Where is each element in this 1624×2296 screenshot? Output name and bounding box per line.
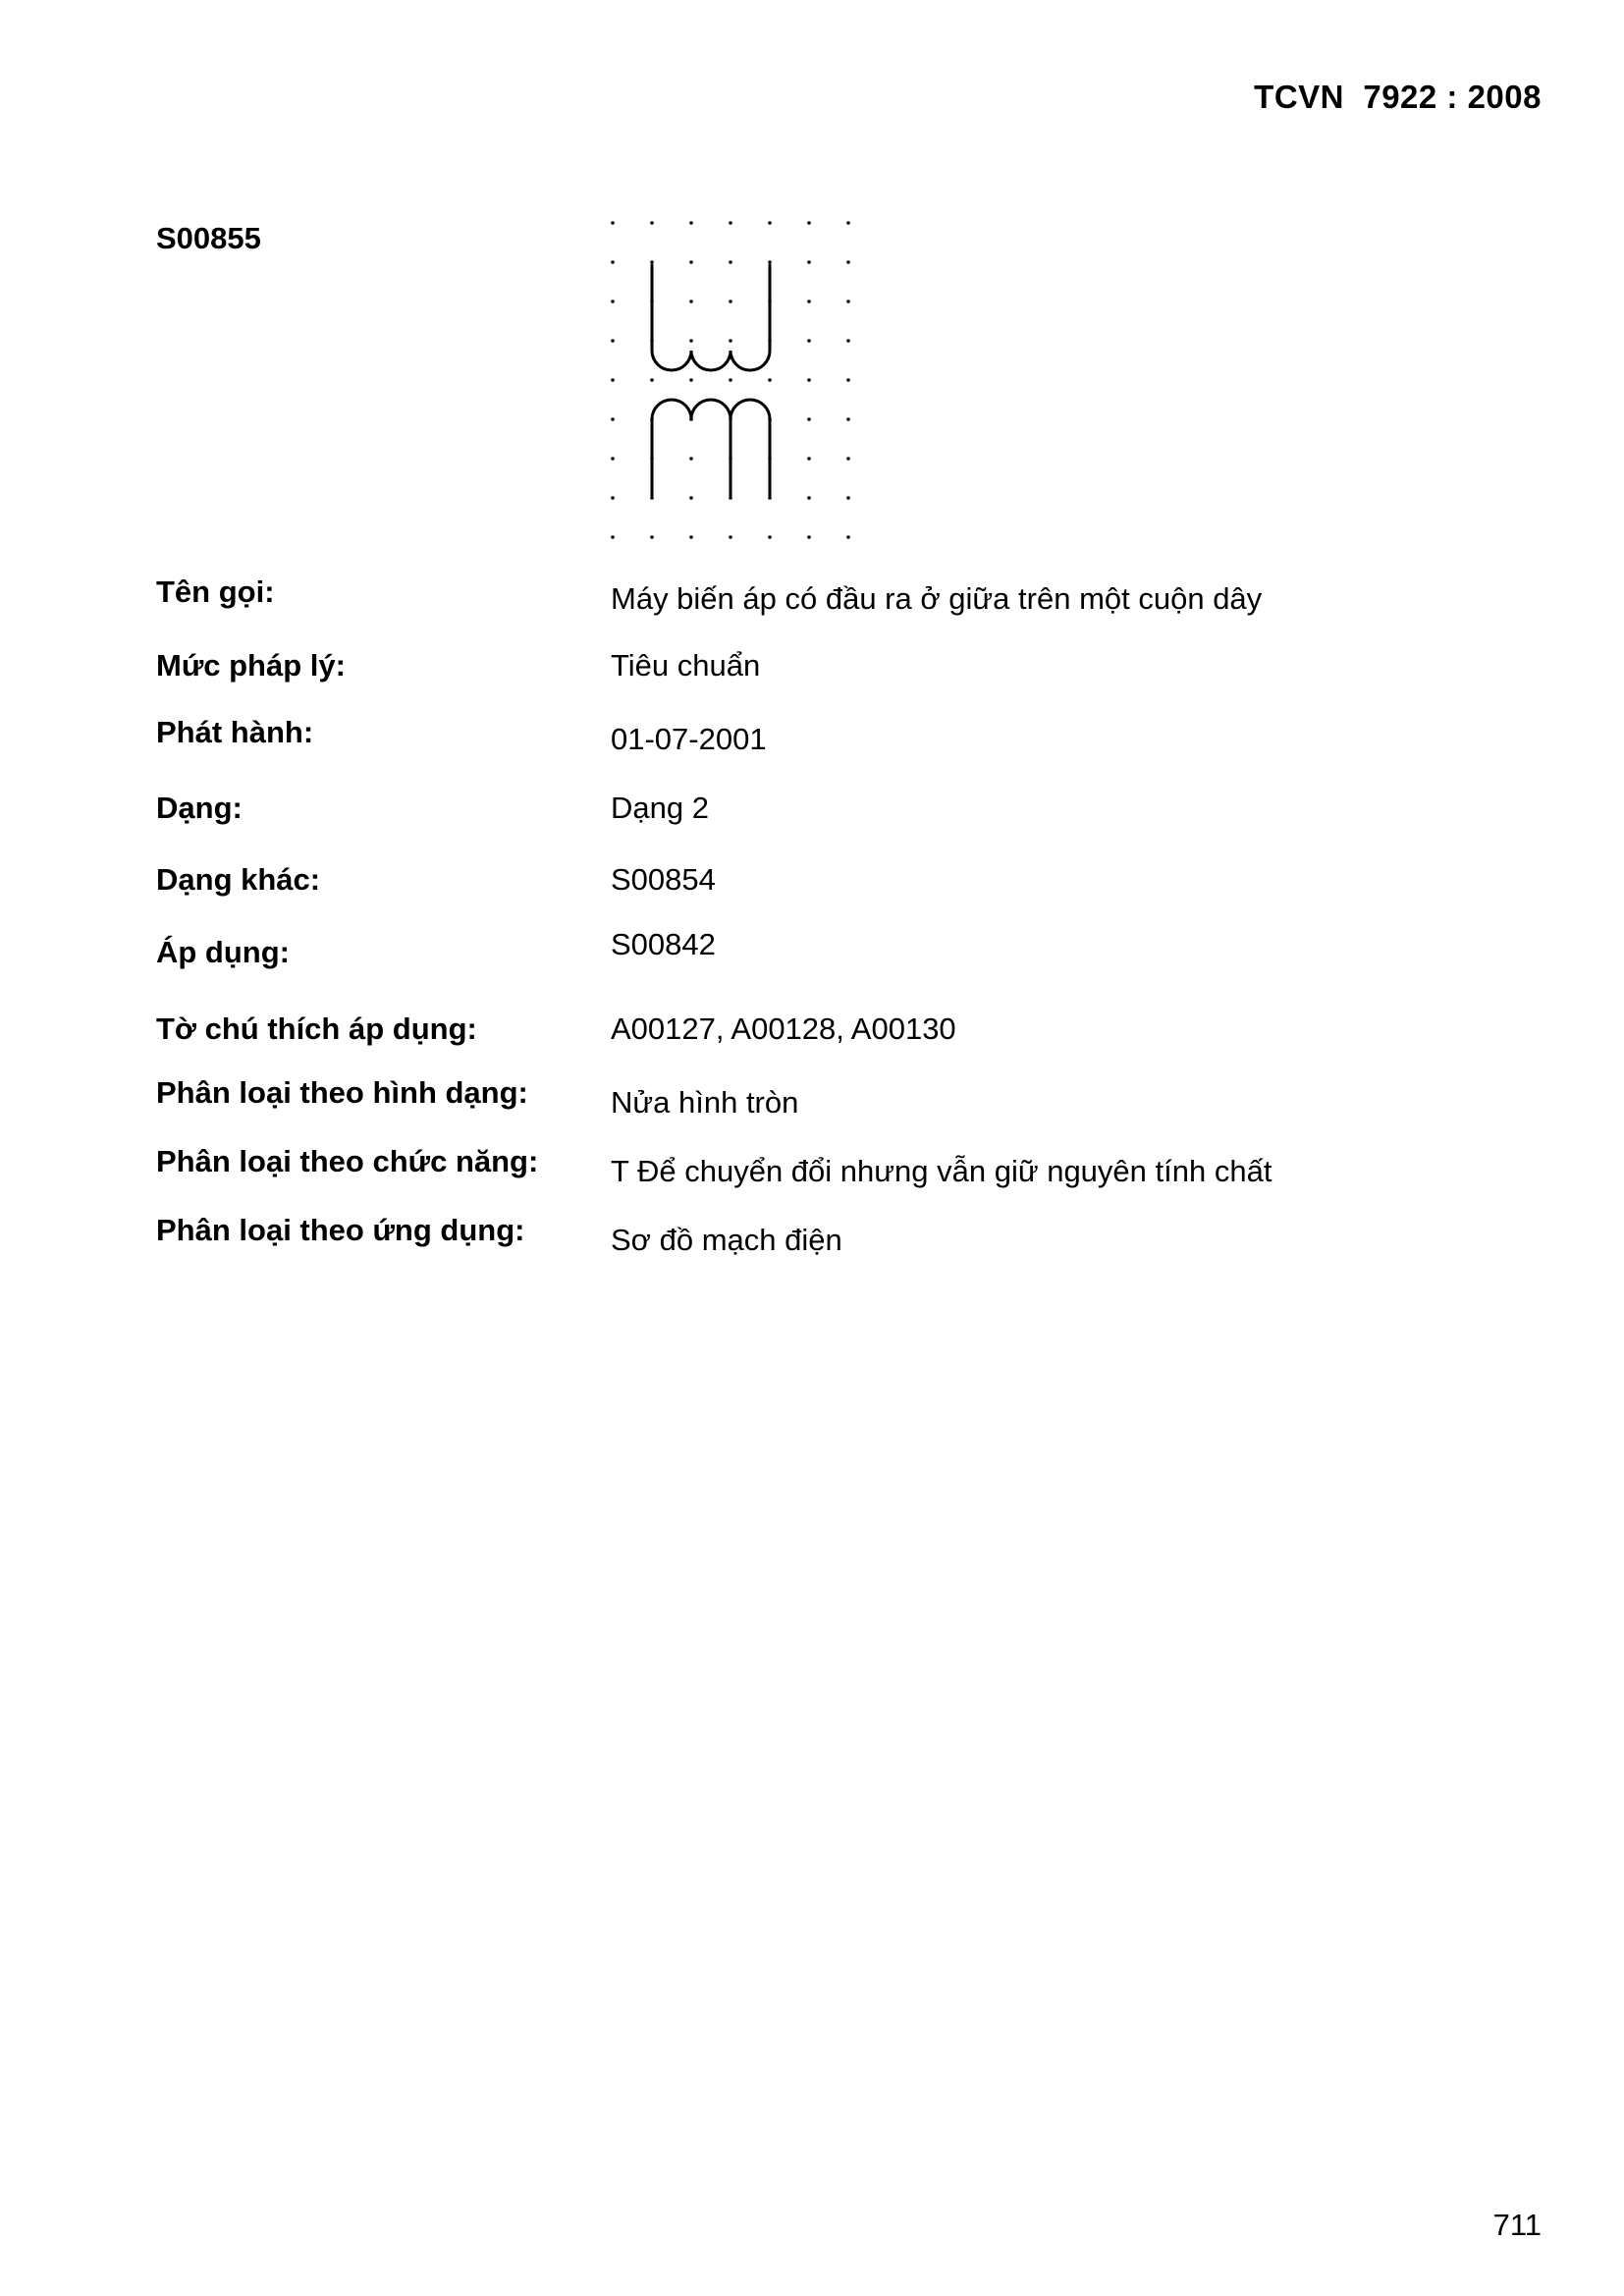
field-value: S00854: [611, 862, 716, 897]
page-header-standard-code: TCVN 7922 : 2008: [1254, 79, 1542, 115]
field-label: Phân loại theo ứng dụng:: [156, 1213, 525, 1247]
symbol-id: S00855: [156, 221, 261, 255]
field-label: Phát hành:: [156, 715, 314, 749]
field-label: Tên gọi:: [156, 574, 275, 609]
page-number: 711: [1492, 2208, 1542, 2242]
transformer-symbol-icon: [601, 211, 866, 550]
field-value: Sơ đồ mạch điện: [611, 1223, 842, 1257]
field-label: Tờ chú thích áp dụng:: [156, 1011, 477, 1046]
field-value: Nửa hình tròn: [611, 1085, 799, 1120]
field-value: Máy biến áp có đầu ra ở giữa trên một cuộn dây: [611, 581, 1263, 616]
field-label: Phân loại theo hình dạng:: [156, 1075, 528, 1110]
lower-winding: [652, 400, 770, 496]
field-value: 01-07-2001: [611, 722, 767, 756]
field-label: Mức pháp lý:: [156, 648, 346, 683]
field-value: A00127, A00128, A00130: [611, 1011, 956, 1046]
field-value: Tiêu chuẩn: [611, 648, 761, 683]
field-label: Phân loại theo chức năng:: [156, 1144, 539, 1178]
field-value: Dạng 2: [611, 791, 709, 825]
field-value: T Để chuyển đổi nhưng vẫn giữ nguyên tính chất: [611, 1154, 1272, 1188]
field-label: Dạng khác:: [156, 862, 321, 897]
upper-winding: [652, 265, 770, 370]
field-label: Áp dụng:: [156, 935, 291, 969]
field-value: S00842: [611, 927, 716, 961]
field-label: Dạng:: [156, 791, 243, 825]
